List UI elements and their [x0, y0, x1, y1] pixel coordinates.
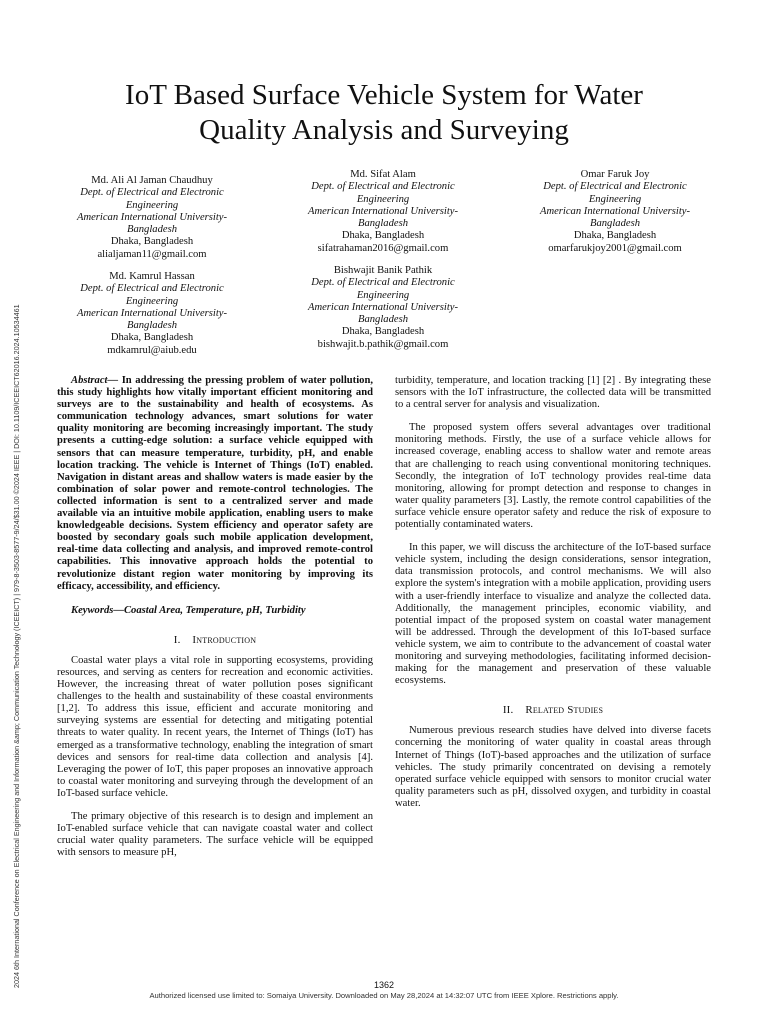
author-university-cont: Bangladesh	[126, 224, 178, 236]
section-number: II.	[502, 704, 514, 717]
keywords	[57, 605, 373, 617]
page-number: 1362	[373, 980, 395, 990]
author-email: alialjaman11@gmail.com	[97, 248, 207, 260]
author-university: American International University-	[307, 301, 459, 313]
author-city: Dhaka, Bangladesh	[341, 230, 425, 242]
author-dept-cont: Engineering	[125, 199, 179, 211]
author-university: American International University-	[76, 211, 228, 223]
author-block-1	[52, 175, 252, 261]
author-email: mdkamrul@aiub.edu	[107, 344, 197, 356]
author-dept-cont: Engineering	[588, 193, 642, 205]
author-dept-cont: Engineering	[125, 295, 179, 307]
author-dept: Dept. of Electrical and Electronic	[80, 187, 224, 199]
author-block-2	[283, 169, 483, 255]
author-name: Bishwajit Banik Pathik	[333, 265, 433, 276]
author-dept: Dept. of Electrical and Electronic	[311, 277, 455, 289]
doi-sidebar	[11, 28, 23, 988]
author-city: Dhaka, Bangladesh	[573, 230, 657, 242]
author-email: sifatrahaman2016@gmail.com	[317, 242, 449, 254]
license-footer: Authorized licensed use limited to: Somaiya University. Downloaded on May 28,2024 at 14:32:07 UTC from IEEE Xplore. Restrictions apply.	[149, 991, 619, 1000]
author-university-cont: Bangladesh	[589, 218, 641, 230]
author-city: Dhaka, Bangladesh	[110, 332, 194, 344]
keywords-text: Coastal Area, Temperature, pH, Turbidity	[123, 604, 306, 616]
section-title: Introduction	[192, 633, 257, 646]
related-paragraph-1: Numerous previous research studies have delved into diverse facets concerning the monitoring of water quality in coastal areas through Internet of Things (IoT)-based approaches and the utilization of surface vehicles. The study primarily concentrated on devising a remotely operated surface vehicle equipped with sensors to monitor crucial water quality parameters such as pH, dissolved oxygen, and turbidity in coastal water.	[395, 725, 711, 809]
right-paragraph-3: In this paper, we will discuss the architecture of the IoT-based surface vehicle system, including the design considerations, sensor integration, data transmission protocols, and control mechanisms. We will also explore the system's integration with a mobile application, providing users with a user-friendly interface to visualize and analyze the collected data. Additionally, the management principles, economic viability, and potential impact of the proposed system on coastal water management will be addressed. Through the development of this IoT-based surface vehicle system, we aim to contribute to the advancement of coastal water monitoring and surveying methodologies, facilitating informed decision-making for the management and preservation of these valuable ecosystems.	[395, 542, 711, 687]
abstract-label: Abstract—	[71, 375, 119, 386]
author-city: Dhaka, Bangladesh	[110, 236, 194, 248]
intro-paragraph-1: Coastal water plays a vital role in supporting ecosystems, providing resources, and serving as centers for recreation and economic activities. However, the increasing threat of water pollution poses significant challenges to the health and sustainability of these coastal environments [1,2]. To address this issue, efficient and accurate monitoring and surveying systems are essential for detecting and mitigating potential threats to water quality. In recent years, the Internet of Things (IoT) has emerged as a transformative technology, enabling the integration of smart devices and sensors for real-time data collection and analysis [4]. Leveraging the power of IoT, this paper proposes an innovative approach to coastal water monitoring and surveying through the development of an IoT-based surface vehicle.	[57, 654, 373, 799]
section-title: Related Studies	[525, 704, 604, 717]
author-name: Omar Faruk Joy	[580, 169, 650, 180]
left-column	[57, 375, 373, 859]
section-number: I.	[173, 633, 181, 646]
abstract-text: In addressing the pressing problem of water pollution, this study highlights how vitally important efficient monitoring and surveys are to the sustainability and health of ecosystems. As communication technology advances, smart solutions for water quality monitoring are becoming increasingly important. The study presents a cutting-edge solution: a surface vehicle equipped with sensors that can measure temperature, turbidity, pH, and enable location tracking. The vehicle is Internet of Things (IoT) enabled. Navigation in distant areas and shallow waters is made easier by the combination of solar power and remote-control technologies. The collected information is sent to a centralized server and made available via an intuitive mobile application, enabling users to make knowledgeable decisions. System efficiency and operator safety are boosted by secondary goals such mobile application development, real-time data collecting and analysis, and improved remote-control capabilities. This innovative approach holds the potential to revolutionize distant region water monitoring by improving its efficacy, accessibility, and efficiency.	[57, 375, 373, 592]
author-university: American International University-	[539, 205, 691, 217]
author-dept: Dept. of Electrical and Electronic	[543, 181, 687, 193]
author-block-5	[283, 265, 483, 351]
abstract	[57, 375, 373, 593]
author-block-3	[515, 169, 715, 255]
author-email: bishwajit.b.pathik@gmail.com	[317, 338, 449, 350]
author-city: Dhaka, Bangladesh	[341, 326, 425, 338]
title-line-2: Quality Analysis and Surveying	[199, 114, 569, 146]
intro-paragraph-2: The primary objective of this research is to design and implement an IoT-enabled surface vehicle that can navigate coastal water and collect crucial water quality parameters. The surface vehicle will be equipped with sensors to measure pH,	[57, 811, 373, 859]
author-university: American International University-	[307, 205, 459, 217]
author-university: American International University-	[76, 307, 228, 319]
right-column	[395, 375, 711, 810]
author-university-cont: Bangladesh	[357, 218, 409, 230]
sidebar-citation: 2024 6th International Conference on Electrical Engineering and Information &amp; Communication Technology (ICEEICT) | 979-8-3503-8577-9/24/$31.00 ©2024 IEEE | DOI: 10.1109/ICEEICT62016.2024.10534461	[12, 304, 21, 988]
right-paragraph-1: turbidity, temperature, and location tracking [1] [2] . By integrating these sensors with the IoT infrastructure, the collected data will be transmitted to a central server for analysis and visualization.	[395, 375, 711, 411]
author-dept-cont: Engineering	[356, 289, 410, 301]
title-line-1: IoT Based Surface Vehicle System for Water	[125, 79, 643, 111]
author-dept-cont: Engineering	[356, 193, 410, 205]
author-name: Md. Ali Al Jaman Chaudhuy	[91, 175, 213, 186]
author-name: Md. Sifat Alam	[350, 169, 416, 180]
author-email: omarfarukjoy2001@gmail.com	[548, 242, 682, 254]
right-paragraph-2: The proposed system offers several advantages over traditional monitoring methods. Firstly, the use of a surface vehicle allows for increased coverage, enabling access to shallow water and remote areas that are challenging to reach using conventional monitoring techniques. Secondly, the integration of IoT technology provides real-time data monitoring, allowing for prompt detection and response to changes in water quality parameters [3]. Lastly, the remote control capabilities of the surface vehicle ensure operator safety and reduce the risk of exposure to potentially contaminated waters.	[395, 422, 711, 531]
author-block-4	[52, 271, 252, 357]
author-university-cont: Bangladesh	[126, 320, 178, 332]
author-dept: Dept. of Electrical and Electronic	[311, 181, 455, 193]
keywords-label: Keywords—	[71, 604, 124, 616]
section-heading-introduction	[57, 634, 373, 646]
author-dept: Dept. of Electrical and Electronic	[80, 283, 224, 295]
section-heading-related	[395, 704, 711, 716]
author-name: Md. Kamrul Hassan	[109, 271, 195, 282]
author-university-cont: Bangladesh	[357, 314, 409, 326]
paper-title	[60, 78, 708, 148]
